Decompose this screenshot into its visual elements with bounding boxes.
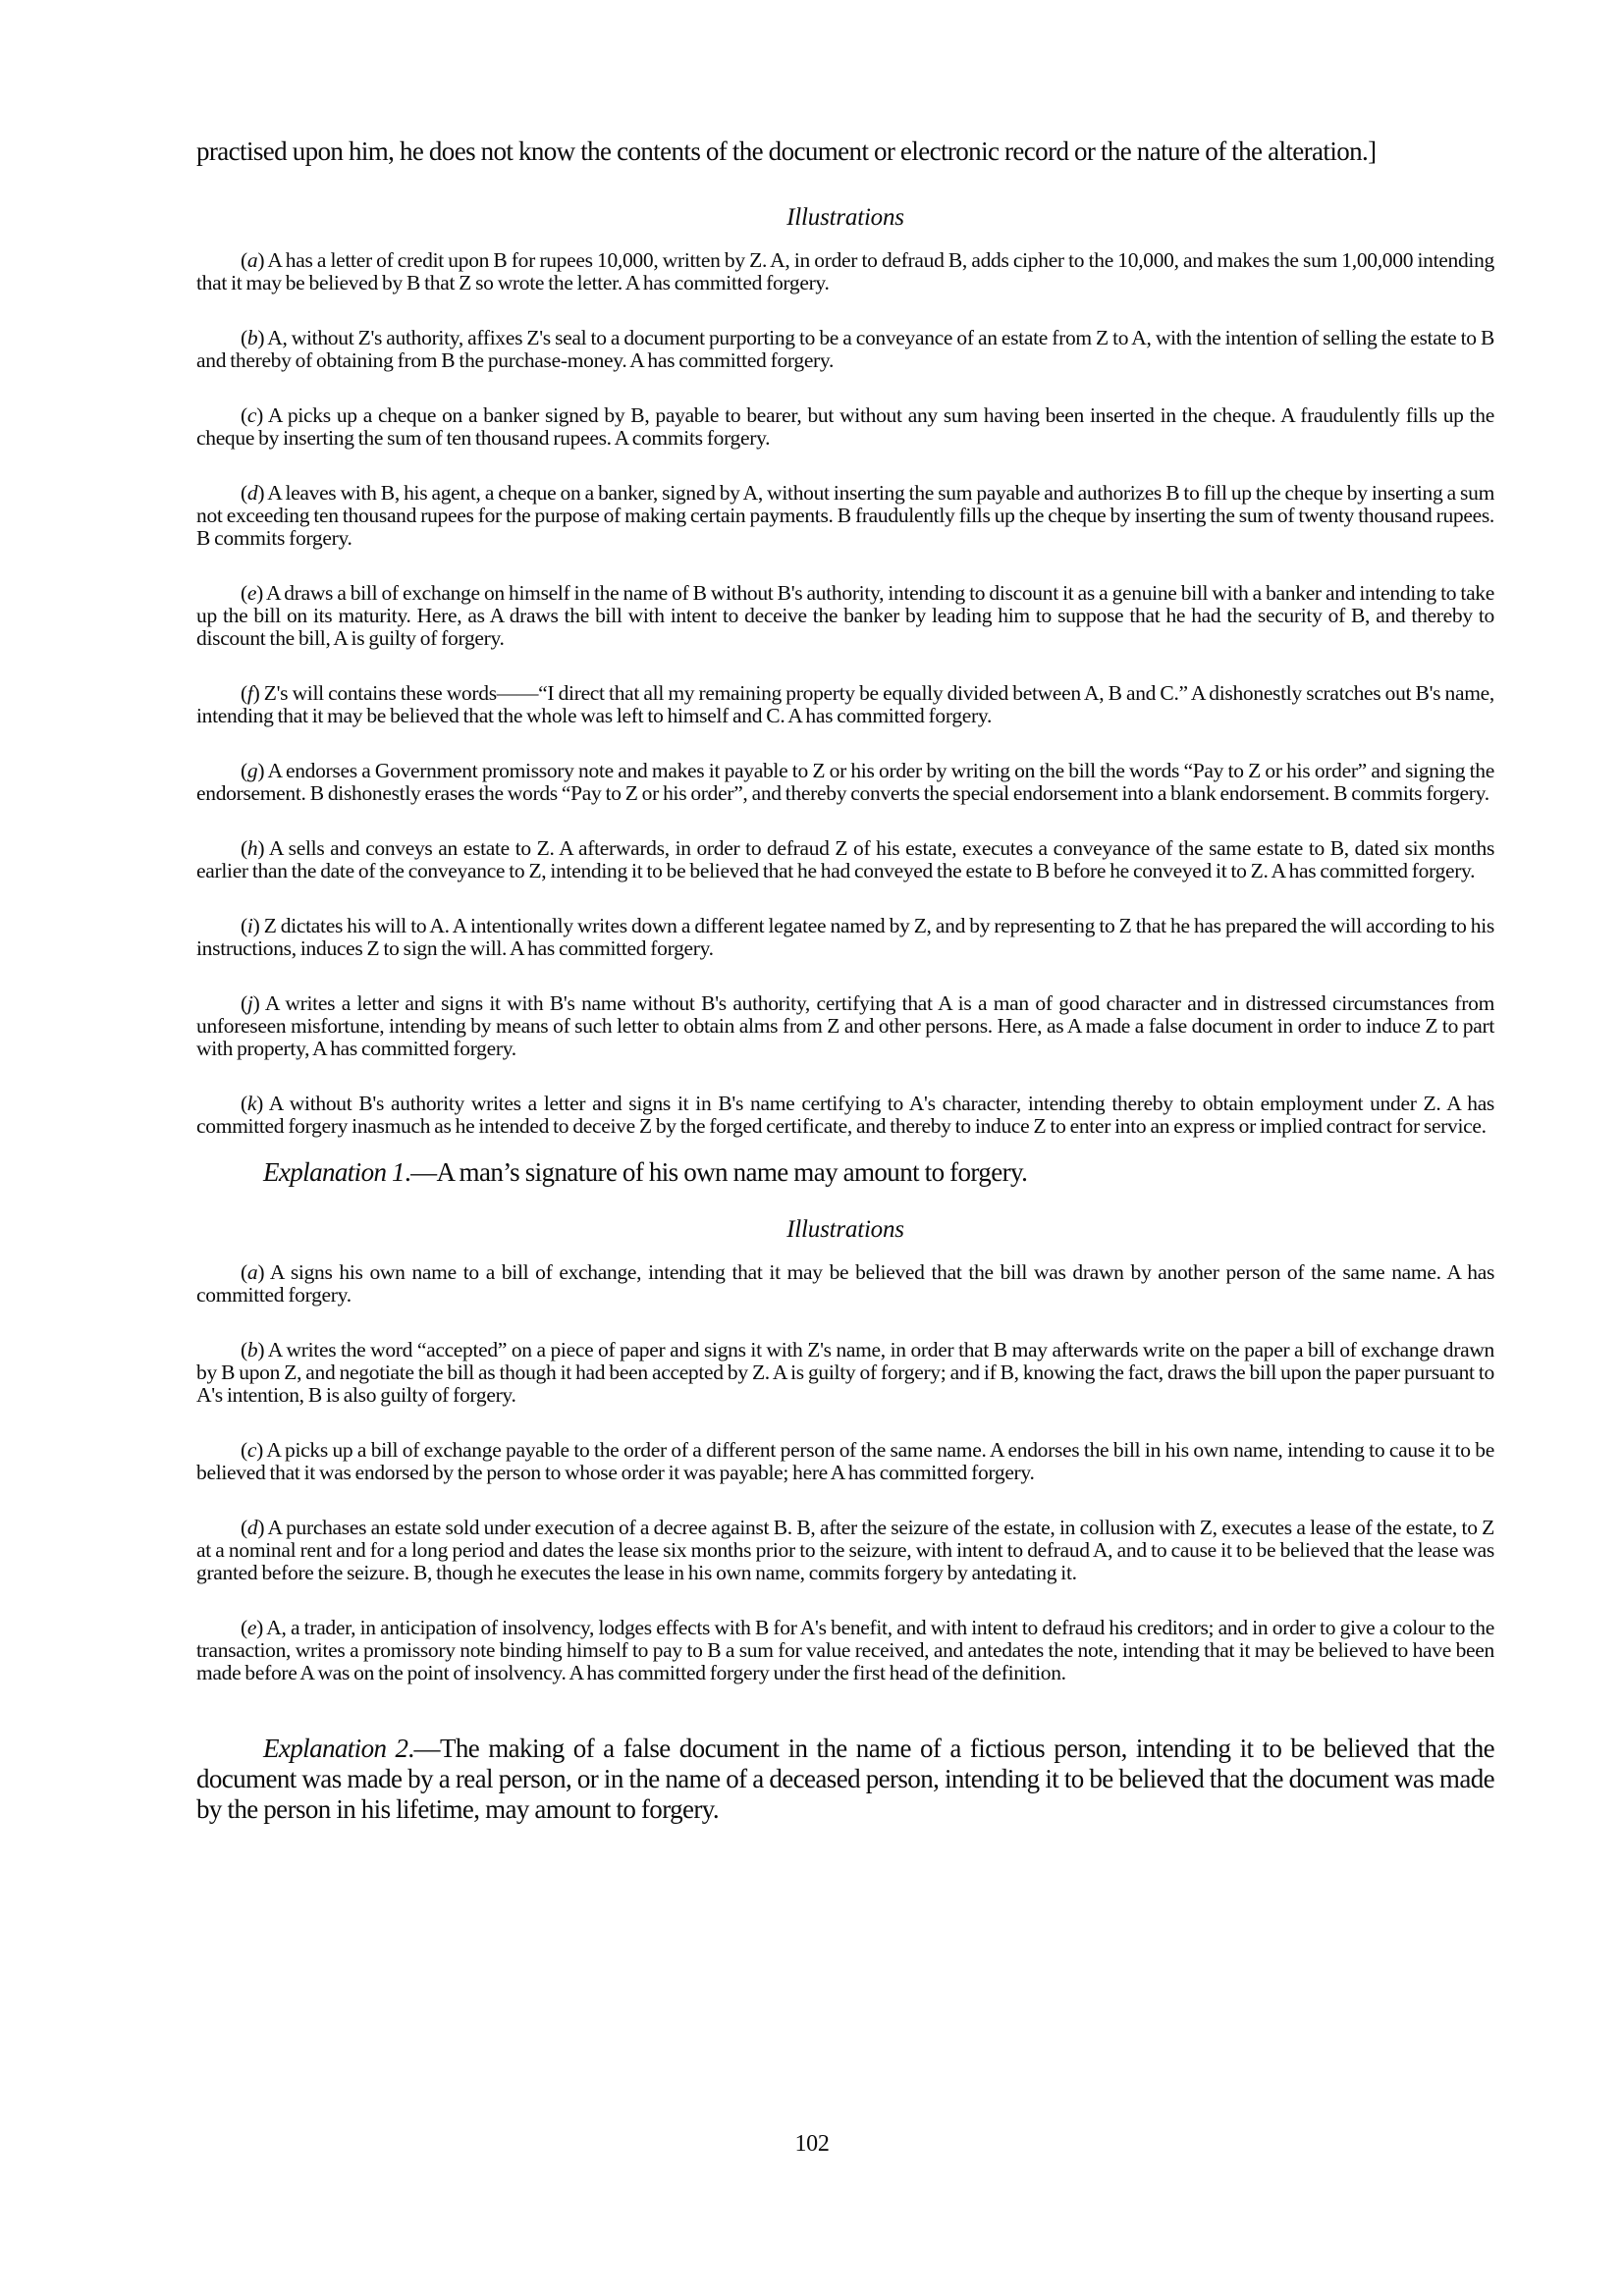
- explanation-dash: .—: [404, 1157, 437, 1187]
- illustration-label: (i): [241, 914, 260, 937]
- illustration-letter: b: [246, 326, 258, 349]
- illustration-label: (g): [241, 759, 265, 782]
- illustration-label: (k): [241, 1092, 263, 1115]
- illustration-text: A, without Z's authority, affixes Z's seal to a document purporting to be a conveyance of an estate from Z to A, with the intention of selling the estate to B and thereby of obtaining from B the purchase-money. A has committed forgery.: [196, 326, 1494, 372]
- illustration-letter: e: [246, 581, 257, 605]
- illustration-label: (c): [241, 1438, 263, 1462]
- illustration-letter: f: [246, 681, 253, 705]
- illustration-label: (a): [241, 248, 265, 272]
- explanation-2: [196, 1734, 1494, 1825]
- explanation-1: [196, 1157, 1494, 1188]
- illustration-paragraph: [196, 1339, 1494, 1407]
- illustration-label: (e): [241, 1616, 263, 1639]
- illustration-paragraph: [196, 1093, 1494, 1138]
- illustration-paragraph: [196, 760, 1494, 805]
- illustration-paragraph: [196, 682, 1494, 727]
- illustration-label: (c): [241, 403, 263, 427]
- page-number: 102: [794, 2131, 830, 2157]
- illustrations-heading-2: Illustrations: [786, 1216, 904, 1243]
- illustration-text: A picks up a bill of exchange payable to the order of a different person of the same name. A endorses the bill in his own name, intending to cause it to be believed that it was endorsed by the person to whose order it was payable; here A has committed forgery.: [196, 1438, 1494, 1484]
- illustration-letter: g: [246, 759, 258, 782]
- illustration-text: A picks up a cheque on a banker signed by B, payable to bearer, but without any sum having been inserted in the cheque. A fraudulently fills up the cheque by inserting the sum of ten thousand rupees. A commits forgery.: [196, 403, 1494, 450]
- illustration-text: A leaves with B, his agent, a cheque on a banker, signed by A, without inserting the sum payable and authorizes B to fill up the cheque by inserting a sum not exceeding ten thousand rupees for the purpose of making certain payments. B fraudulently fills up the cheque by inserting the sum of twenty thousand rupees. B commits forgery.: [196, 481, 1494, 550]
- illustration-label: (b): [241, 326, 265, 349]
- illustration-letter: i: [246, 914, 253, 937]
- explanation-text: A man’s signature of his own name may amount to forgery.: [436, 1157, 1028, 1187]
- illustration-text: A has a letter of credit upon B for rupees 10,000, written by Z. A, in order to defraud B, adds cipher to the 10,000, and makes the sum 1,00,000 intending that it may be believed by B that Z so wrote the letter. A has committed forgery.: [196, 248, 1495, 294]
- page-content: [196, 0, 1494, 1825]
- illustration-letter: c: [246, 1438, 257, 1462]
- illustration-paragraph: [196, 1439, 1494, 1484]
- illustration-text: A writes the word “accepted” on a piece of paper and signs it with Z's name, in order that B may afterwards write on the paper a bill of exchange drawn by B upon Z, and negotiate the bill as though it had been accepted by Z. A is guilty of forgery; and if B, knowing the fact, draws the bill upon the paper pursuant to A's intention, B is also guilty of forgery.: [196, 1338, 1495, 1407]
- illustration-paragraph: [196, 1261, 1494, 1307]
- illustration-label: (b): [241, 1338, 265, 1362]
- illustration-text: A endorses a Government promissory note and makes it payable to Z or his order by writing on the bill the words “Pay to Z or his order” and signing the endorsement. B dishonestly erases the words “Pay to Z or his order”, and thereby converts the special endorsement into a blank endorsement. B commits forgery.: [196, 759, 1494, 805]
- illustration-paragraph: [196, 1617, 1494, 1684]
- illustration-paragraph: [196, 1517, 1494, 1584]
- illustration-text: A purchases an estate sold under execution of a decree against B. B, after the seizure of the estate, in collusion with Z, executes a lease of the estate, to Z at a nominal rent and for a long period and dates the lease six months prior to the seizure, with intent to defraud A, and to cause it to be believed that the lease was granted before the seizure. B, though he executes the lease in his own name, commits forgery by antedating it.: [196, 1516, 1494, 1584]
- illustration-letter: b: [246, 1338, 258, 1362]
- illustration-text: A draws a bill of exchange on himself in the name of B without B's authority, intending to discount it as a genuine bill with a banker and intending to take up the bill on its maturity. Here, as A draws the bill with intent to deceive the banker by leading him to suppose that he had the security of B, and thereby to discount the bill, A is guilty of forgery.: [196, 581, 1495, 650]
- illustrations-heading-1: Illustrations: [786, 204, 904, 231]
- illustration-letter: d: [246, 1516, 258, 1539]
- illustration-label: (d): [241, 1516, 265, 1539]
- illustration-letter: c: [246, 403, 257, 427]
- explanation-label: Explanation 2: [263, 1734, 408, 1763]
- illustration-text: A writes a letter and signs it with B's name without B's authority, certifying that A is a man of good character and in distressed circumstances from unforeseen misfortune, intending by means of such letter to obtain alms from Z and other persons. Here, as A made a false document in order to induce Z to part with property, A has committed forgery.: [196, 991, 1495, 1060]
- illustration-paragraph: [196, 482, 1494, 550]
- illustration-label: (j): [241, 991, 260, 1015]
- illustration-paragraph: [196, 915, 1494, 960]
- illustration-letter: k: [246, 1092, 257, 1115]
- illustration-paragraph: [196, 837, 1494, 882]
- explanation-label: Explanation 1: [263, 1157, 405, 1187]
- illustration-text: Z dictates his will to A. A intentionally writes down a different legatee named by Z, and by representing to Z that he has prepared the will according to his instructions, induces Z to sign the will. A has committed forgery.: [196, 914, 1494, 960]
- illustration-paragraph: [196, 249, 1494, 294]
- illustration-text: A without B's authority writes a letter and signs it in B's name certifying to A's character, intending thereby to obtain employment under Z. A has committed forgery inasmuch as he intended to deceive Z by the forged certificate, and thereby to induce Z to enter into an express or implied contract for service.: [196, 1092, 1494, 1138]
- explanation-dash: .—: [407, 1734, 440, 1763]
- illustration-text: A, a trader, in anticipation of insolvency, lodges effects with B for A's benefit, and with intent to defraud his creditors; and in order to give a colour to the transaction, writes a promissory note binding himself to pay to B a sum for value received, and antedates the note, intending that it may be believed to have been made before A was on the point of insolvency. A has committed forgery under the first head of the definition.: [196, 1616, 1494, 1684]
- illustration-letter: e: [246, 1616, 257, 1639]
- illustration-letter: j: [246, 991, 253, 1015]
- illustration-letter: d: [246, 481, 258, 505]
- illustration-paragraph: [196, 992, 1494, 1060]
- illustration-letter: a: [246, 1260, 258, 1284]
- illustration-letter: h: [246, 836, 258, 860]
- illustration-letter: a: [246, 248, 258, 272]
- illustration-paragraph: [196, 582, 1494, 650]
- intro-paragraph: practised upon him, he does not know the contents of the document or electronic record or the nature of the alteration.]: [196, 136, 1377, 166]
- illustration-label: (h): [241, 836, 265, 860]
- illustration-label: (a): [241, 1260, 265, 1284]
- illustration-text: A sells and conveys an estate to Z. A afterwards, in order to defraud Z of his estate, executes a conveyance of the same estate to B, dated six months earlier than the date of the conveyance to Z, intending it to be believed that he had conveyed the estate to B before he conveyed it to Z. A has committed forgery.: [196, 836, 1495, 882]
- illustration-paragraph: [196, 404, 1494, 450]
- illustration-text: A signs his own name to a bill of exchange, intending that it may be believed that the bill was drawn by another person of the same name. A has committed forgery.: [196, 1260, 1495, 1307]
- illustration-label: (f): [241, 681, 260, 705]
- illustration-label: (e): [241, 581, 263, 605]
- illustration-label: (d): [241, 481, 265, 505]
- illustration-text: Z's will contains these words——“I direct that all my remaining property be equally divided between A, B and C.” A dishonestly scratches out B's name, intending that it may be believed that the whole was left to himself and C. A has committed forgery.: [196, 681, 1494, 727]
- explanation-text: The making of a false document in the name of a fictious person, intending it to be believed that the document was made by a real person, or in the name of a deceased person, intending it to be believed that the document was made by the person in his lifetime, may amount to forgery.: [196, 1734, 1494, 1824]
- illustration-paragraph: [196, 327, 1494, 372]
